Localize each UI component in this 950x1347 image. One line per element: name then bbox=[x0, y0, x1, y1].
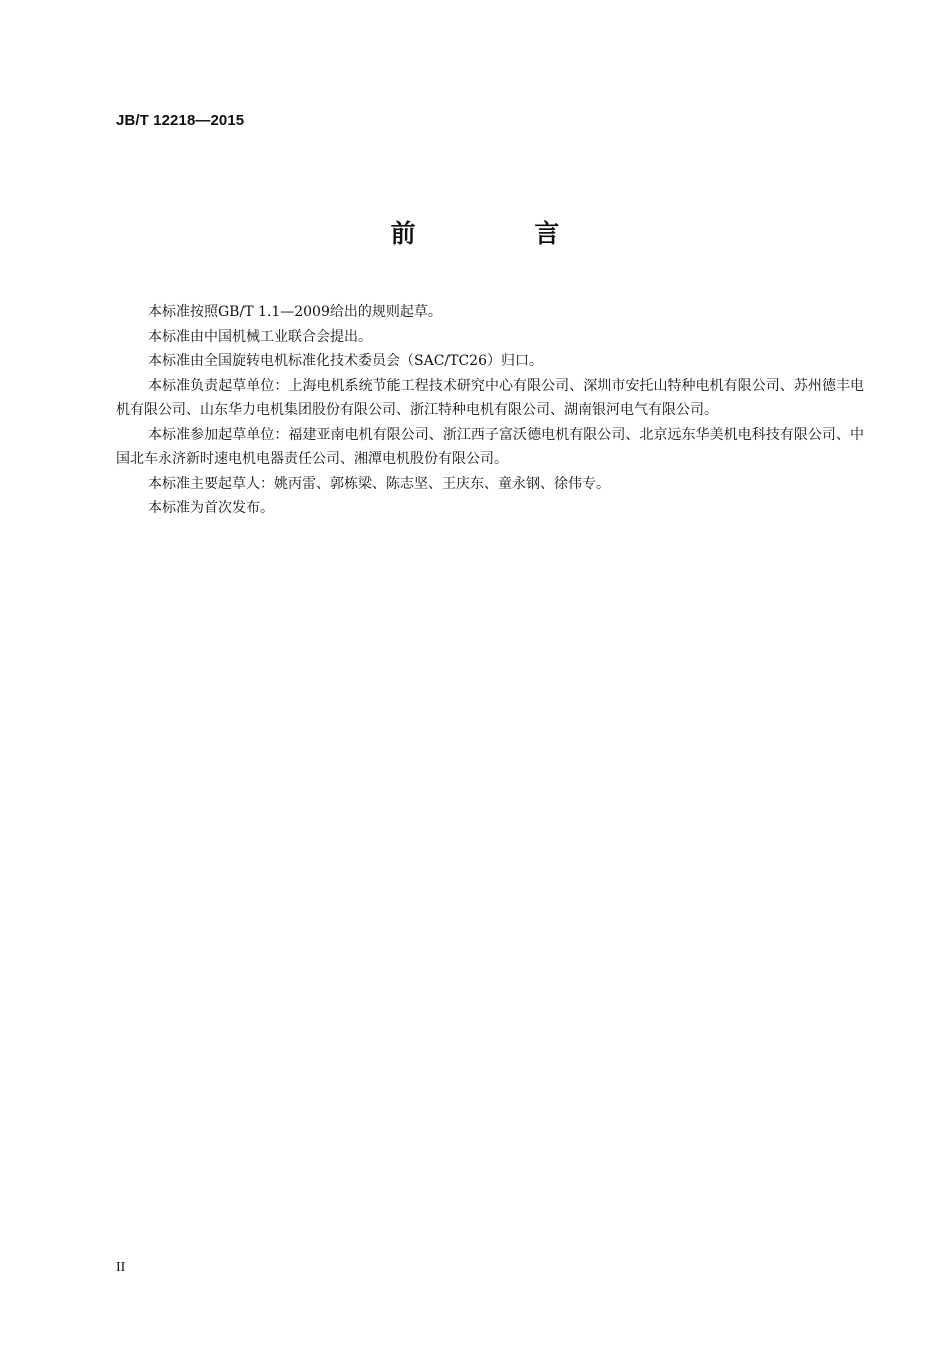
standard-code: JB/T 12218—2015 bbox=[116, 112, 245, 129]
paragraph-lead-drafting-units: 本标准负责起草单位：上海电机系统节能工程技术研究中心有限公司、深圳市安托山特种电机有限公司、苏州德丰电机有限公司、山东华力电机集团股份有限公司、浙江特种电机有限公司、湖南银河电气有限公司。 bbox=[116, 377, 864, 418]
foreword-body bbox=[116, 300, 864, 521]
paragraph-participating-units: 本标准参加起草单位：福建亚南电机有限公司、浙江西子富沃德电机有限公司、北京远东华美机电科技有限公司、中国北车永济新时速电机电器责任公司、湘潭电机股份有限公司。 bbox=[116, 426, 864, 467]
page-title: 前 言 bbox=[390, 219, 615, 248]
paragraph-responsible-committee: 本标准由全国旋转电机标准化技术委员会（SAC/TC26）归口。 bbox=[148, 353, 543, 369]
paragraph-proposer: 本标准由中国机械工业联合会提出。 bbox=[148, 328, 372, 345]
paragraph-main-drafters: 本标准主要起草人：姚丙雷、郭栋梁、陈志坚、王庆东、童永钢、徐伟专。 bbox=[148, 475, 610, 492]
page-number: II bbox=[116, 1260, 126, 1275]
paragraph-drafting-rules: 本标准按照GB/T 1.1—2009给出的规则起草。 bbox=[148, 304, 442, 320]
paragraph-first-release: 本标准为首次发布。 bbox=[148, 500, 274, 516]
